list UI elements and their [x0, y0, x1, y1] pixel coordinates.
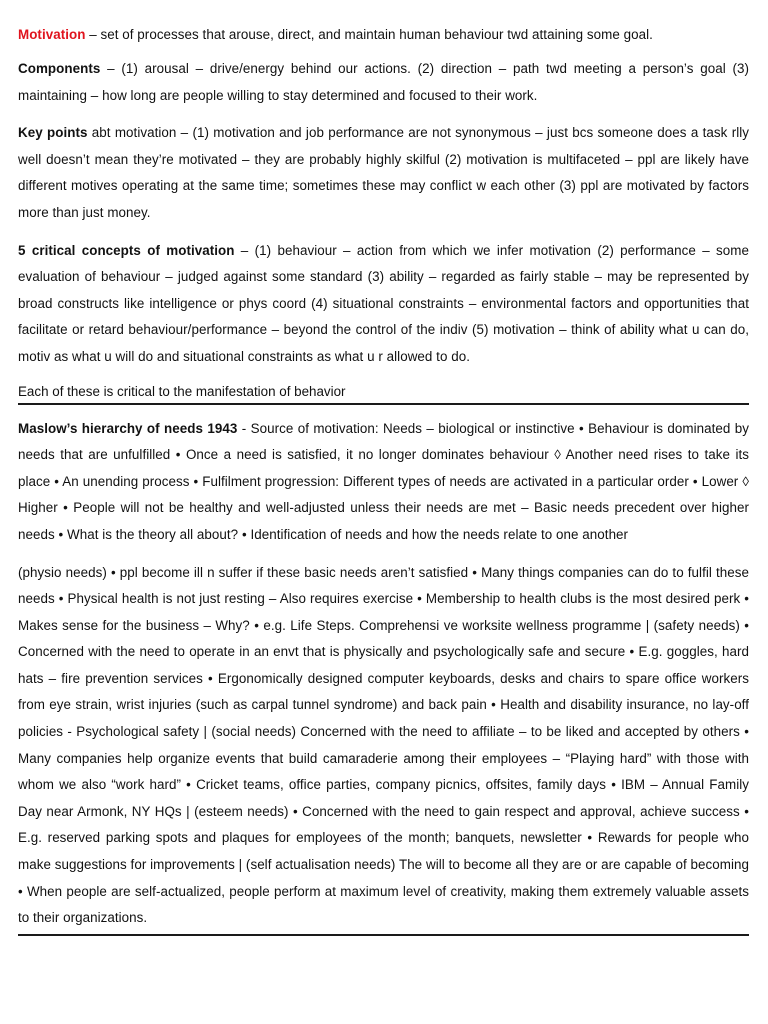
key-points-paragraph: [18, 120, 749, 226]
key-points-text: abt motivation – (1) motivation and job performance are not synonymous – just bcs someone does a task rlly well doesn’t mean they’re motivated – they are probably highly skilful (2) motivation is multifaceted – ppl are likely have different motives operating at the same time; sometimes these may conflict w each other (3) ppl are motivated by factors more than just money.: [18, 125, 749, 220]
maslow-term: Maslow’s hierarchy of needs 1943: [18, 420, 238, 436]
motivation-definition: [18, 22, 749, 48]
motivation-text: – set of processes that arouse, direct, and maintain human behaviour twd attaining some goal.: [85, 27, 653, 42]
critical-concepts-term: 5 critical concepts of motivation: [18, 242, 235, 258]
section-caption: Each of these is critical to the manifestation of behavior: [18, 383, 346, 399]
maslow-paragraph: [18, 416, 749, 549]
document-page: [18, 22, 749, 947]
components-paragraph: [18, 56, 749, 109]
section-divider: [18, 403, 749, 405]
maslow-text: - Source of motivation: Needs – biological or instinctive • Behaviour is dominated by needs that are unfulfilled • Once a need is satisfied, it no longer dominates behaviour ◊ Another need rises to take its place • An unending process • Fulfilment progression: Different types of needs are activated in a particular order • Lower ◊ Higher • People will not be healthy and well-adjusted unless their needs are met – Basic needs precedent over higher needs • What is the theory all about? • Identification of needs and how the needs relate to one another: [18, 420, 749, 542]
components-text: – (1) arousal – drive/energy behind our actions. (2) direction – path twd meeting a person’s goal (3) maintaining – how long are people willing to stay determined and focused to their work.: [18, 61, 749, 103]
needs-paragraph: (physio needs) • ppl become ill n suffer if these basic needs aren’t satisfied • Many things companies can do to fulfil these needs • Physical health is not just resting – Also requires exercise • Membership to health clubs is the most desired perk • Makes sense for the business – Why? • e.g. Life Steps. Comprehensi ve worksite wellness programme | (safety needs) • Concerned with the need to operate in an envt that is physically and psychologically safe and secure • E.g. goggles, hard hats – fire prevention services • Ergonomically designed computer keyboards, desks and chairs to spare office workers from eye strain, wrist injuries (such as carpal tunnel syndrome) and back pain • Health and disability insurance, no lay-off policies - Psychological safety | (social needs) Concerned with the need to affiliate – to be liked and accepted by others • Many companies help organize events that build camaraderie among their employees – “Playing hard” with those with whom we also “work hard” • Cricket teams, office parties, company picnics, offsites, family days • IBM – Annual Family Day near Armonk, NY HQs | (esteem needs) • Concerned with the need to gain respect and approval, achieve success • E.g. reserved parking spots and plaques for employees of the month; banquets, newsletter • Rewards for people who make suggestions for improvements | (self actualisation needs) The will to become all they are or are capable of becoming • When people are self-actualized, people perform at maximum level of creativity, making them extremely valuable assets to their organizations.: [18, 564, 749, 926]
motivation-term: Motivation: [18, 27, 86, 42]
components-term: Components: [18, 61, 101, 76]
critical-concepts-paragraph: [18, 238, 749, 371]
bottom-divider: [18, 934, 749, 936]
critical-concepts-text: – (1) behaviour – action from which we infer motivation (2) performance – some evaluation of behaviour – judged against some standard (3) ability – regarded as fairly stable – may be represented by broad constructs like intelligence or phys coord (4) situational constraints – environmental factors and opportunities that facilitate or retard behaviour/performance – beyond the control of the indiv (5) motivation – think of ability what u can do, motiv as what u will do and situational constraints as what u r allowed to do.: [18, 242, 749, 364]
key-points-term: Key points: [18, 125, 88, 141]
